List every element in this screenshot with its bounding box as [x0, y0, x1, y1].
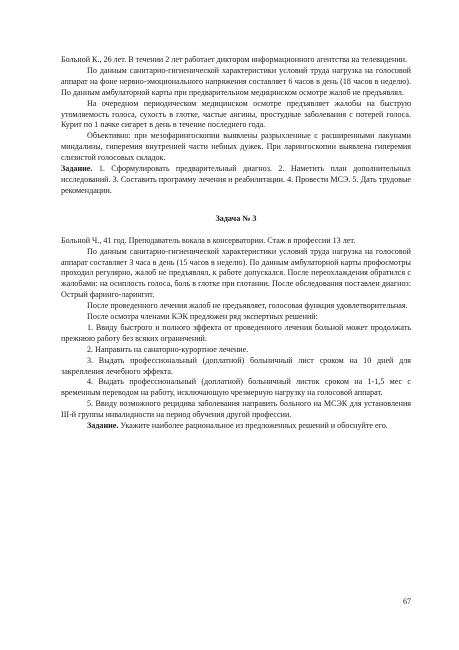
- case2-paragraph-3: Объективно: при мезофарингоскопии выявлены разрыхленные с расширенными лакунами миндалины, гиперемия внутренней части небных дужек. При ларингоскопии выявлена гиперемия слизистой голосовых складок.: [61, 131, 411, 163]
- case3-task: [61, 421, 411, 432]
- case3-option-1: 1. Ввиду быстрого и полного эффекта от проведенного лечения больной может продолжать прежнюю работу без всяких ограничений.: [61, 322, 411, 343]
- case3-option-5: 5. Ввиду возможного рецидива заболевания направить больного на МСЭК для установления III-й группы инвалидности на период обучения другой профессии.: [61, 399, 411, 420]
- case2-paragraph-1: По данным санитарно-гигиенической характеристики условий труда нагрузка на голосовой аппарат на фоне нервно-эмоционального напряжения составляет 6 часов в день (18 часов в неделю). По данным амбулаторной карты при предварительном медицинском осмотре жалоб не предъявлял.: [61, 65, 411, 97]
- case3-intro: Больной Ч., 41 год. Преподаватель вокала в консерватории. Стаж в профессии 13 лет.: [61, 235, 356, 245]
- case2-task-label: Задание.: [61, 164, 93, 174]
- case2-intro: Больной К., 26 лет. В течении 2 лет работает диктором информационного агентства на телевидении.: [61, 55, 408, 64]
- case3-option-3: 3. Выдать профессиональный (доплатной) больничный лист сроком на 10 дней для закрепления лечебного эффекта.: [61, 355, 411, 376]
- case3-task-text: Укажите наиболее рациональное из предложенных решений и обоснуйте его.: [118, 421, 388, 431]
- case2-paragraph-2: На очередном периодическом медицинском осмотре предъявляет жалобы на быструю утомляемость голоса, сухость в глотке, частые ангины, простудные заболевания с потерей голоса. Курит по 1 пачке сигарет в день в течение последнего года.: [61, 98, 411, 130]
- case3-paragraph-2: После проведенного лечения жалоб не предъявляет, голосовая функция удовлетворительная.: [87, 301, 408, 311]
- page-number: 67: [403, 597, 412, 606]
- case3-option-2: 2. Направить на санаторно-курортное лечение.: [87, 344, 249, 354]
- case3-title: Задача № 3: [215, 213, 257, 223]
- case3-option-4: 4. Выдать профессиональный (доплатной) больничный листок сроком на 1-1,5 мес с временным переводом на работу, исключающую чрезмерную нагрузку на голосовой аппарат.: [61, 377, 411, 398]
- case2-task-text: 1. Сформулировать предварительный диагноз. 2. Наметить план дополнительных исследований. 3. Составить программу лечения и реабилитации. 4. Провести МСЭ. 5. Дать трудовые рекомендации.: [61, 164, 411, 195]
- page-content: [61, 55, 411, 432]
- case2-task: [61, 164, 411, 197]
- case3-task-label: Задание.: [87, 421, 119, 431]
- case3-paragraph-1: По данным санитарно-гигиенической характеристики условий труда нагрузка на голосовой аппарат составляет 3 часа в день (15 часов в неделю). По данным амбулаторной карты профосмотры проходил регулярно, жалоб не предъявлял, к работе допускался. После переохлаждения обратился с жалобами: на осиплость голоса, боль в глотке при глотании. После обследования поставлен диагноз: Острый фаринго-ларингит.: [61, 246, 411, 300]
- case3-paragraph-3: После осмотра членами КЭК предложен ряд экспертных решений:: [87, 312, 318, 322]
